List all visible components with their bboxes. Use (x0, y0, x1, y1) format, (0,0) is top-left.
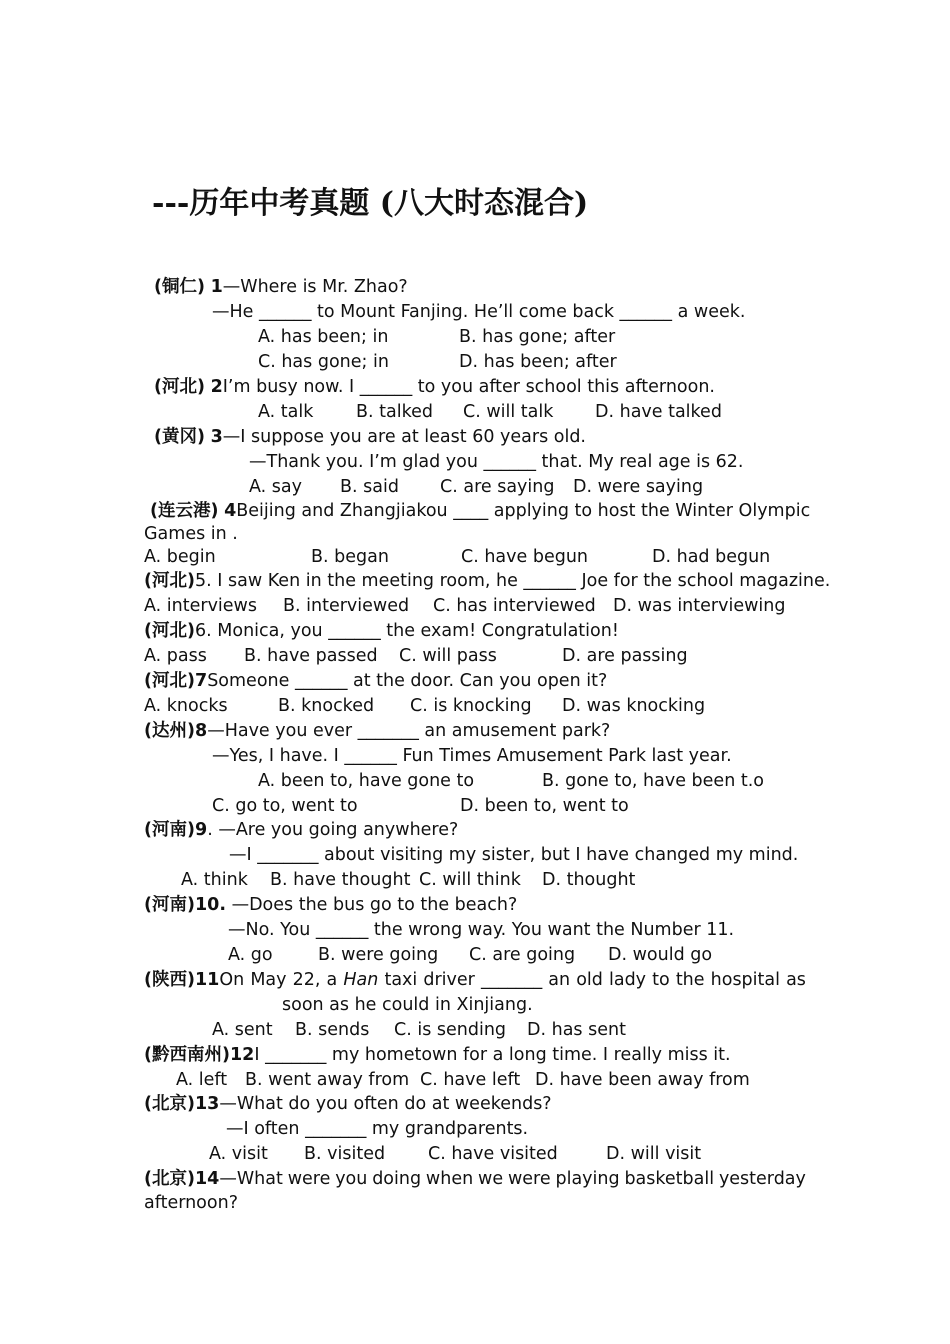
option-b: B. interviewed (283, 596, 410, 616)
question-line: —I _______ about visiting my sister, but I have changed my mind. (229, 845, 799, 865)
option-d: D. will visit (606, 1144, 702, 1164)
question-word: taxi (384, 970, 418, 990)
question-word: —What (219, 1169, 283, 1189)
question-source: (河南) (144, 895, 195, 915)
option-b: B. said (340, 477, 399, 497)
question-line: soon as he could in Xinjiang. (282, 995, 533, 1015)
question-word: the (675, 970, 705, 990)
option-c: C. are saying (440, 477, 555, 497)
question-word: an (548, 970, 571, 990)
question-word: when (425, 1169, 474, 1189)
option-c: C. have left (420, 1070, 521, 1090)
question-number: 9 (195, 820, 208, 840)
question-line: afternoon? (144, 1193, 238, 1213)
question-number: 3 (210, 427, 223, 447)
question-text: Beijing and Zhangjiakou ____ applying to host the Winter Olympic (236, 501, 811, 521)
question-text: I’m busy now. I ______ to you after school this afternoon. (222, 377, 715, 397)
question-13 (144, 1093, 552, 1115)
question-text: —Where is Mr. Zhao? (222, 277, 408, 297)
question-6 (144, 620, 619, 642)
question-line: —No. You ______ the wrong way. You want the Number 11. (228, 920, 735, 940)
option-d: D. were saying (573, 477, 704, 497)
question-text: —What do you often do at weekends? (219, 1094, 552, 1114)
question-word: old (576, 970, 603, 990)
question-source: (陕西) (144, 970, 195, 990)
question-9 (144, 819, 458, 841)
option-c: C. have begun (461, 547, 589, 567)
option-b: B. knocked (278, 696, 375, 716)
question-number: 2 (210, 377, 223, 397)
question-source: (黄冈) (154, 427, 205, 447)
question-text: I saw Ken in the meeting room, he ______ Joe for the school magazine. (211, 571, 831, 591)
question-number: 14 (195, 1169, 220, 1189)
question-line: Games in . (144, 524, 238, 544)
question-line: —Thank you. I’m glad you ______ that. My real age is 62. (249, 452, 744, 472)
question-5 (144, 570, 830, 592)
option-d: D. had begun (652, 547, 771, 567)
option-a: A. been to, have gone to (258, 771, 475, 791)
question-word: we (478, 1169, 504, 1189)
question-source: (河北) (144, 671, 195, 691)
option-c: C. are going (469, 945, 576, 965)
option-d: D. was interviewing (613, 596, 786, 616)
question-11 (144, 969, 806, 991)
option-d: D. thought (542, 870, 636, 890)
question-source: (北京) (144, 1094, 195, 1114)
question-line: —I often _______ my grandparents. (226, 1119, 529, 1139)
question-3 (154, 426, 586, 448)
question-source: (黔西南州) (144, 1045, 230, 1065)
question-word: were (287, 1169, 331, 1189)
option-d: D. was knocking (562, 696, 706, 716)
option-b: B. talked (356, 402, 433, 422)
option-a: A. knocks (144, 696, 228, 716)
question-text: . —Are you going anywhere? (207, 820, 459, 840)
question-text: Monica, you ______ the exam! Congratulation! (211, 621, 619, 641)
page-title: ---历年中考真题 (八大时态混合) (152, 186, 589, 221)
question-text: —Have you ever _______ an amusement park? (207, 721, 611, 741)
question-text: I _______ my hometown for a long time. I really miss it. (254, 1045, 731, 1065)
option-d: D. has been; after (459, 352, 617, 372)
option-d: D. has sent (527, 1020, 626, 1040)
option-a: A. left (176, 1070, 228, 1090)
option-b: B. were going (318, 945, 439, 965)
question-word: yesterday (718, 1169, 806, 1189)
question-2 (154, 376, 715, 398)
option-a: A. visit (209, 1144, 268, 1164)
option-a: A. pass (144, 646, 207, 666)
option-c: C. is knocking (410, 696, 532, 716)
question-word: Han (343, 970, 379, 990)
option-c: C. go to, went to (212, 796, 358, 816)
question-text: —Does the bus go to the beach? (226, 895, 518, 915)
question-1 (154, 276, 408, 298)
question-4 (150, 500, 810, 522)
question-word: On (219, 970, 245, 990)
question-word: a (326, 970, 338, 990)
option-a: A. has been; in (258, 327, 389, 347)
option-b: B. has gone; after (459, 327, 616, 347)
option-b: B. gone to, have been t.o (542, 771, 764, 791)
question-text: Someone ______ at the door. Can you open it? (207, 671, 608, 691)
question-number: 10. (195, 895, 227, 915)
question-number: 7 (195, 671, 208, 691)
question-word: to (652, 970, 670, 990)
question-number: 12 (230, 1045, 255, 1065)
question-word: hospital (710, 970, 780, 990)
question-word: you (335, 1169, 368, 1189)
option-a: A. go (228, 945, 273, 965)
option-d: D. have talked (595, 402, 722, 422)
option-d: D. are passing (562, 646, 688, 666)
option-a: A. begin (144, 547, 216, 567)
question-number: 1 (210, 277, 223, 297)
option-c: C. have visited (428, 1144, 558, 1164)
question-number: 11 (195, 970, 220, 990)
question-12 (144, 1044, 731, 1066)
question-word: doing (372, 1169, 422, 1189)
question-7 (144, 670, 607, 692)
option-c: C. will think (419, 870, 521, 890)
question-number: 6. (195, 621, 212, 641)
option-d: D. would go (608, 945, 713, 965)
option-b: B. have thought (270, 870, 411, 890)
option-b: B. went away from (245, 1070, 410, 1090)
option-a: A. sent (212, 1020, 273, 1040)
question-source: (河南) (144, 820, 195, 840)
option-b: B. have passed (244, 646, 378, 666)
question-word: May (250, 970, 287, 990)
option-b: B. began (311, 547, 389, 567)
question-number: 5. (195, 571, 212, 591)
question-source: (达州) (144, 721, 195, 741)
option-c: C. has gone; in (258, 352, 389, 372)
question-word: 22, (292, 970, 321, 990)
question-number: 13 (195, 1094, 220, 1114)
question-14 (144, 1168, 806, 1190)
option-c: C. will talk (463, 402, 554, 422)
question-word: basketball (624, 1169, 715, 1189)
question-text: —I suppose you are at least 60 years old. (222, 427, 586, 447)
question-word: as (786, 970, 806, 990)
option-d: D. been to, went to (460, 796, 629, 816)
question-number: 4 (224, 501, 237, 521)
question-source: (河北) (154, 377, 205, 397)
option-d: D. have been away from (535, 1070, 750, 1090)
question-line: —He ______ to Mount Fanjing. He’ll come back ______ a week. (212, 302, 746, 322)
question-source: (河北) (144, 621, 195, 641)
question-source: (连云港) (150, 501, 219, 521)
question-word: _______ (480, 970, 543, 990)
question-source: (北京) (144, 1169, 195, 1189)
option-c: C. is sending (394, 1020, 507, 1040)
question-10 (144, 894, 517, 916)
question-word: driver (423, 970, 475, 990)
question-word: playing (555, 1169, 620, 1189)
option-a: A. say (249, 477, 302, 497)
question-word: lady (608, 970, 647, 990)
option-b: B. visited (304, 1144, 386, 1164)
question-word: were (507, 1169, 551, 1189)
question-number: 8 (195, 721, 208, 741)
option-b: B. sends (295, 1020, 370, 1040)
option-c: C. has interviewed (433, 596, 596, 616)
question-8 (144, 720, 610, 742)
option-c: C. will pass (399, 646, 497, 666)
option-a: A. talk (258, 402, 314, 422)
option-a: A. think (181, 870, 248, 890)
question-line: —Yes, I have. I ______ Fun Times Amusement Park last year. (212, 746, 732, 766)
question-source: (河北) (144, 571, 195, 591)
question-source: (铜仁) (154, 277, 205, 297)
option-a: A. interviews (144, 596, 257, 616)
